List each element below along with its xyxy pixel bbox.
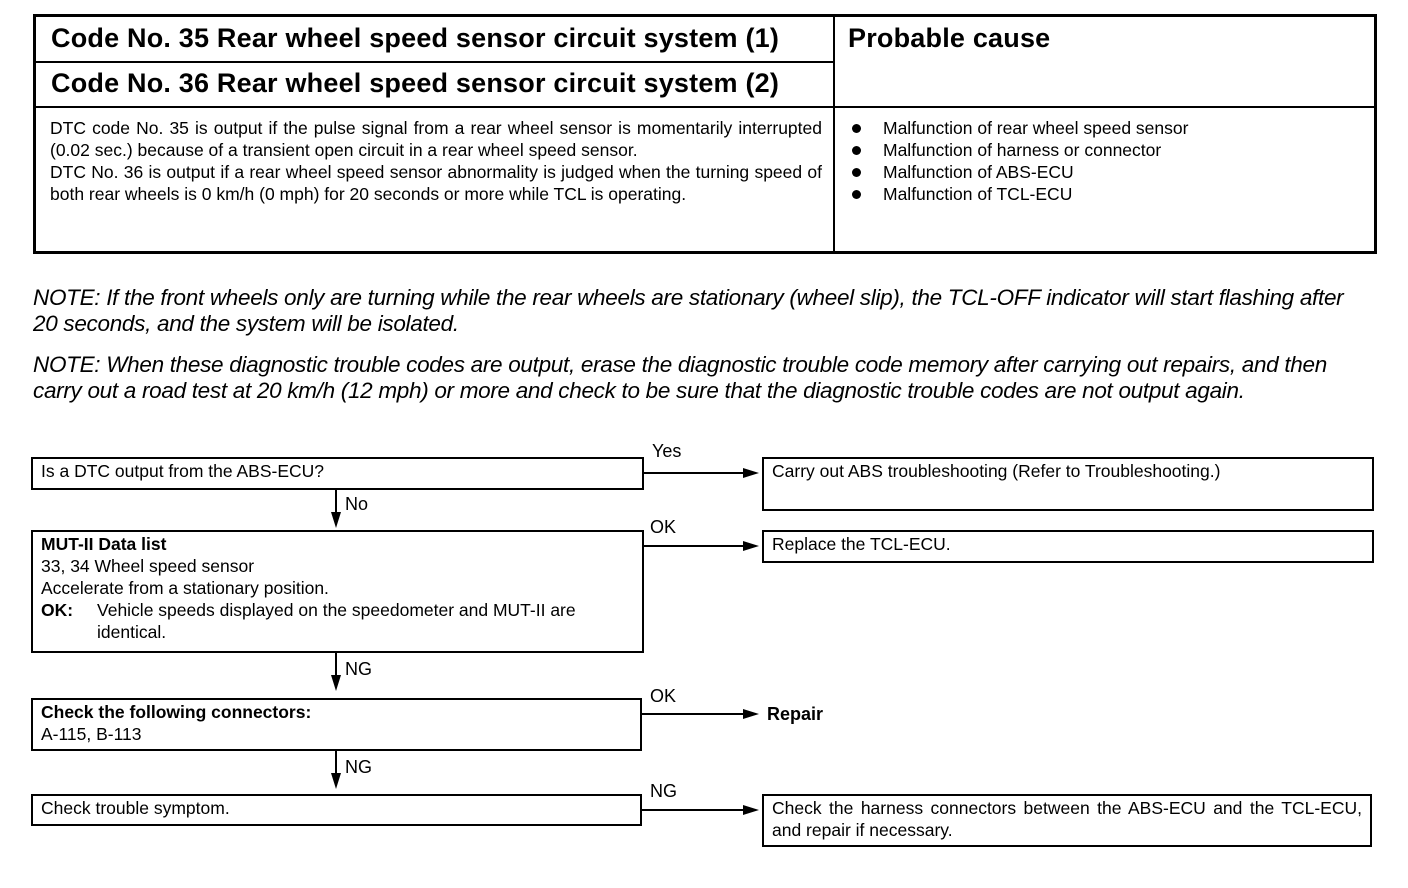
step4-ng-result: Check the harness connectors between the ABS-ECU and the TCL-ECU, and repair if necessary. bbox=[772, 798, 1362, 840]
yes-result: Carry out ABS troubleshooting (Refer to Troubleshooting.) bbox=[772, 461, 1221, 481]
no-label: No bbox=[345, 494, 369, 514]
step2-title: MUT-II Data list bbox=[41, 534, 167, 554]
ok-label: OK bbox=[650, 686, 677, 706]
code-36-title: Code No. 36 Rear wheel speed sensor circuit system (2) bbox=[51, 68, 780, 98]
check-harness-box bbox=[762, 794, 1372, 847]
arrow-right-icon bbox=[743, 468, 759, 478]
description-code-36: DTC No. 36 is output if a rear wheel speed sensor abnormality is judged when the turning speed of both rear wheels is 0 km/h (0 mph) for 20 seconds or more while TCL is operating. bbox=[50, 162, 822, 204]
step1-question: Is a DTC output from the ABS-ECU? bbox=[41, 461, 325, 481]
code-35-title: Code No. 35 Rear wheel speed sensor circuit system (1) bbox=[51, 23, 780, 53]
repair-result: Repair bbox=[767, 704, 824, 724]
ng-label: NG bbox=[650, 781, 677, 801]
arrow-down-icon bbox=[331, 512, 341, 528]
cause-item: Malfunction of TCL-ECU bbox=[848, 183, 1188, 205]
step3-connectors: A-115, B-113 bbox=[41, 724, 142, 744]
description-code-35: DTC code No. 35 is output if the pulse signal from a rear wheel sensor is momentarily interrupted (0.02 sec.) because of a transient open circuit in a rear wheel speed sensor. bbox=[50, 118, 822, 160]
step4-text: Check trouble symptom. bbox=[41, 798, 230, 818]
cause-item: Malfunction of rear wheel speed sensor bbox=[848, 117, 1188, 139]
mut-data-list-box bbox=[31, 530, 644, 653]
table-row-divider bbox=[36, 61, 833, 63]
arrow-down-icon bbox=[331, 675, 341, 691]
yes-label: Yes bbox=[652, 441, 682, 461]
probable-cause-list bbox=[848, 117, 1188, 205]
abs-troubleshooting-box bbox=[762, 457, 1374, 511]
arrow-down-icon bbox=[331, 773, 341, 789]
ng-label: NG bbox=[345, 757, 372, 777]
table-column-divider bbox=[833, 17, 835, 251]
ng-connector-line bbox=[335, 751, 337, 775]
ng-connector-line bbox=[642, 809, 746, 811]
note-road-test: NOTE: When these diagnostic trouble codes are output, erase the diagnostic trouble code memory after carrying out repairs, and then carry out a road test at 20 km/h (12 mph) or more and check to be sure that the diagnostic trouble codes are not output again. bbox=[33, 352, 1327, 403]
probable-cause-header: Probable cause bbox=[848, 23, 1051, 53]
ng-connector-line bbox=[335, 653, 337, 677]
arrow-right-icon bbox=[743, 709, 759, 719]
replace-tcl-ecu-box bbox=[762, 530, 1374, 563]
step1-question-box bbox=[31, 457, 644, 490]
check-connectors-box bbox=[31, 698, 642, 751]
arrow-right-icon bbox=[743, 805, 759, 815]
note-wheel-slip: NOTE: If the front wheels only are turning while the rear wheels are stationary (wheel slip), the TCL-OFF indicator will start flashing after 20 seconds, and the system will be isolated. bbox=[33, 285, 1344, 336]
step2-ok-text: Vehicle speeds displayed on the speedometer and MUT-II are identical. bbox=[97, 600, 576, 642]
dtc-description bbox=[50, 117, 822, 205]
step2-line2: Accelerate from a stationary position. bbox=[41, 578, 329, 598]
ng-label: NG bbox=[345, 659, 372, 679]
table-header-divider bbox=[36, 106, 1374, 108]
cause-item: Malfunction of ABS-ECU bbox=[848, 161, 1188, 183]
check-trouble-symptom-box bbox=[31, 794, 642, 826]
step2-ok-criterion bbox=[41, 599, 634, 643]
step2-ok-result: Replace the TCL-ECU. bbox=[772, 534, 951, 554]
ok-connector-line bbox=[642, 713, 746, 715]
ok-connector-line bbox=[644, 545, 746, 547]
step2-ok-key: OK: bbox=[41, 600, 74, 620]
cause-item: Malfunction of harness or connector bbox=[848, 139, 1188, 161]
yes-connector-line bbox=[644, 472, 746, 474]
arrow-right-icon bbox=[743, 541, 759, 551]
dtc-table bbox=[33, 14, 1377, 254]
step3-title: Check the following connectors: bbox=[41, 702, 312, 722]
no-connector-line bbox=[335, 490, 337, 514]
ok-label: OK bbox=[650, 517, 677, 537]
step2-line1: 33, 34 Wheel speed sensor bbox=[41, 556, 255, 576]
